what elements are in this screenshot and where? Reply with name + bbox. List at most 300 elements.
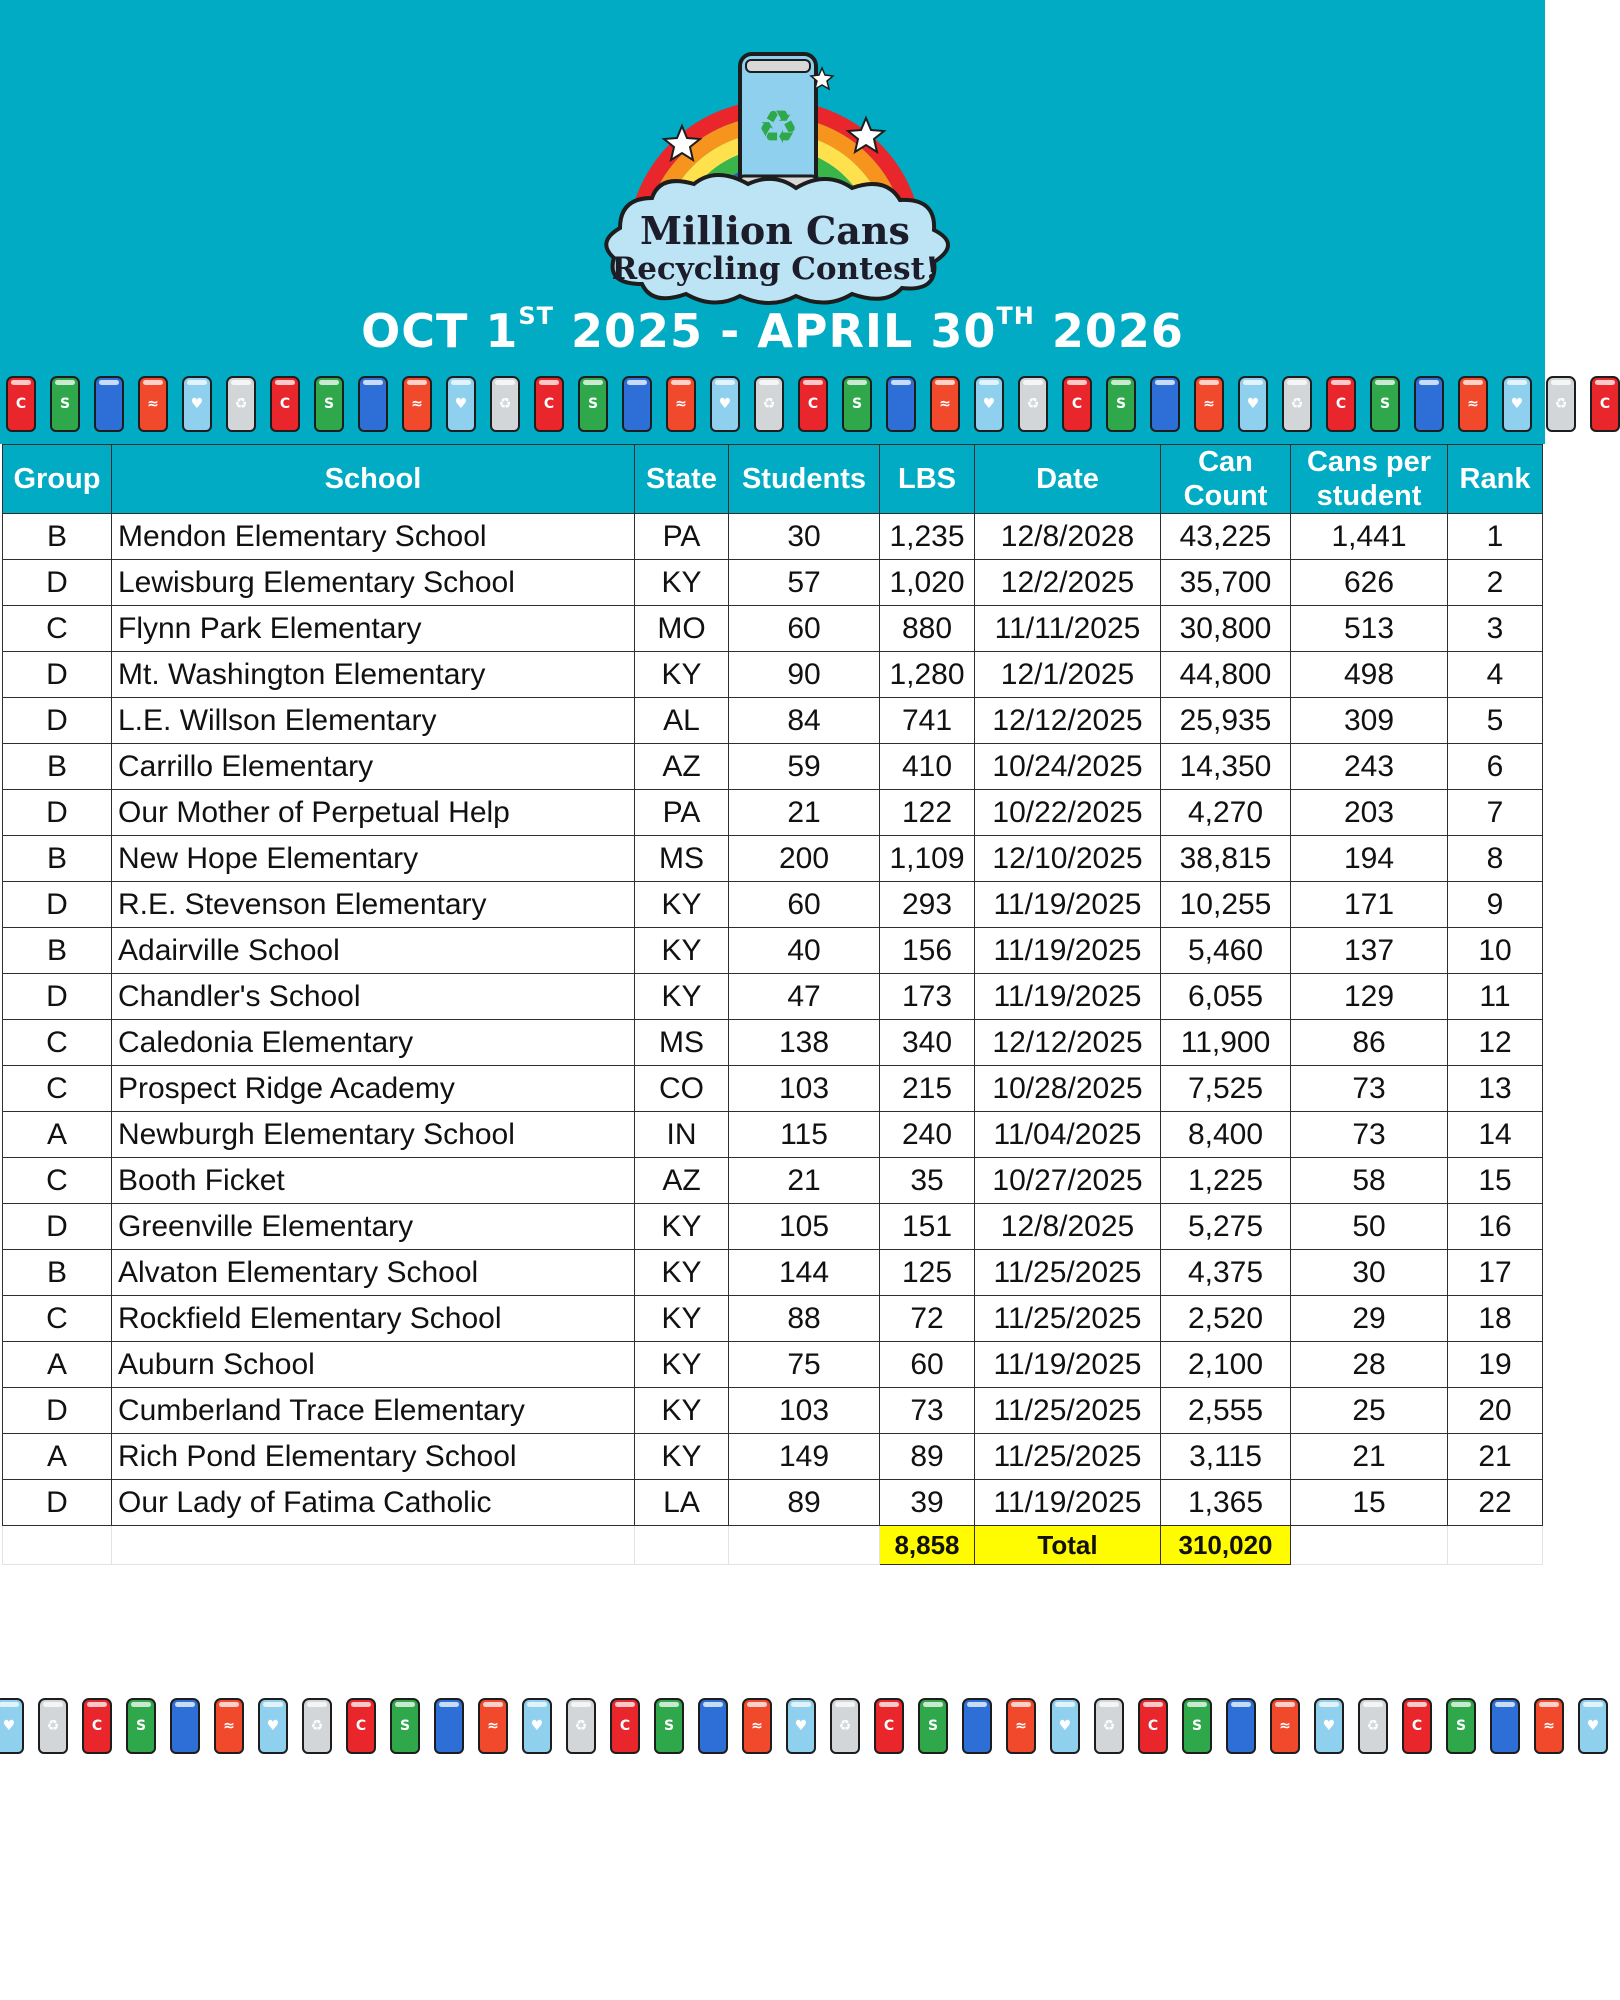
- totals-blank: [112, 1526, 635, 1565]
- total-label: Total: [975, 1526, 1161, 1565]
- header-cans-per-student: [1291, 445, 1448, 514]
- cell-rank: 21: [1448, 1434, 1543, 1480]
- cell-can-count: 10,255: [1161, 882, 1291, 928]
- cell-date: 12/2/2025: [975, 560, 1161, 606]
- cell-can-count: 38,815: [1161, 836, 1291, 882]
- cell-lbs: 173: [880, 974, 975, 1020]
- end-year: 2026: [1034, 304, 1184, 358]
- cell-can-count: 6,055: [1161, 974, 1291, 1020]
- cell-students: 47: [729, 974, 880, 1020]
- cell-state: KY: [635, 1296, 729, 1342]
- table-row: [3, 882, 1543, 928]
- heart-can-icon: ♥: [1050, 1698, 1080, 1754]
- cell-students: 40: [729, 928, 880, 974]
- heart-can-icon: ♥: [1238, 376, 1268, 432]
- cola-can-icon: C: [346, 1698, 376, 1754]
- cell-group: A: [3, 1112, 112, 1158]
- wave-can-icon: ≈: [1270, 1698, 1300, 1754]
- totals-blank: [1448, 1526, 1543, 1565]
- cell-can-count: 4,375: [1161, 1250, 1291, 1296]
- cell-state: KY: [635, 928, 729, 974]
- cell-students: 57: [729, 560, 880, 606]
- recycle-can-icon: ♻: [38, 1698, 68, 1754]
- table-body: [3, 514, 1543, 1526]
- header-can-count-line1: Can: [1198, 446, 1253, 478]
- cell-students: 21: [729, 790, 880, 836]
- cell-date: 10/22/2025: [975, 790, 1161, 836]
- cell-can-count: 2,100: [1161, 1342, 1291, 1388]
- cell-group: D: [3, 790, 112, 836]
- cell-state: KY: [635, 882, 729, 928]
- cell-lbs: 1,235: [880, 514, 975, 560]
- header-can-count-line2: Count: [1183, 480, 1268, 512]
- table-row: [3, 1066, 1543, 1112]
- cell-lbs: 89: [880, 1434, 975, 1480]
- table-row: [3, 1480, 1543, 1526]
- wave-can-icon: ≈: [930, 376, 960, 432]
- table-row: [3, 974, 1543, 1020]
- soda-can-icon: S: [126, 1698, 156, 1754]
- table-row: [3, 1342, 1543, 1388]
- cell-school: Adairville School: [112, 928, 635, 974]
- cell-state: KY: [635, 560, 729, 606]
- cell-lbs: 60: [880, 1342, 975, 1388]
- cell-group: D: [3, 882, 112, 928]
- cell-date: 11/19/2025: [975, 1480, 1161, 1526]
- cell-school: L.E. Willson Elementary: [112, 698, 635, 744]
- cell-state: KY: [635, 1250, 729, 1296]
- cell-students: 59: [729, 744, 880, 790]
- cell-cans-per-student: 50: [1291, 1204, 1448, 1250]
- cola-can-icon: C: [82, 1698, 112, 1754]
- cell-lbs: 1,109: [880, 836, 975, 882]
- table-row: [3, 1112, 1543, 1158]
- cell-state: PA: [635, 790, 729, 836]
- cell-date: 11/25/2025: [975, 1434, 1161, 1480]
- cell-lbs: 410: [880, 744, 975, 790]
- cell-lbs: 151: [880, 1204, 975, 1250]
- cell-state: LA: [635, 1480, 729, 1526]
- blue-can-icon: [434, 1698, 464, 1754]
- wave-can-icon: ≈: [214, 1698, 244, 1754]
- heart-can-icon: ♥: [974, 376, 1004, 432]
- cell-cans-per-student: 129: [1291, 974, 1448, 1020]
- cell-rank: 10: [1448, 928, 1543, 974]
- cell-cans-per-student: 73: [1291, 1066, 1448, 1112]
- cell-students: 84: [729, 698, 880, 744]
- wave-can-icon: ≈: [742, 1698, 772, 1754]
- cell-can-count: 35,700: [1161, 560, 1291, 606]
- blue-can-icon: [1490, 1698, 1520, 1754]
- soda-can-icon: S: [1446, 1698, 1476, 1754]
- cell-can-count: 11,900: [1161, 1020, 1291, 1066]
- soda-can-icon: S: [314, 376, 344, 432]
- cell-state: MO: [635, 606, 729, 652]
- cell-group: D: [3, 1480, 112, 1526]
- soda-can-icon: S: [918, 1698, 948, 1754]
- cell-students: 60: [729, 606, 880, 652]
- cell-can-count: 1,365: [1161, 1480, 1291, 1526]
- soda-can-icon: S: [390, 1698, 420, 1754]
- cell-lbs: 741: [880, 698, 975, 744]
- start-date-suffix: ST: [518, 302, 555, 330]
- heart-can-icon: ♥: [182, 376, 212, 432]
- cell-cans-per-student: 498: [1291, 652, 1448, 698]
- header-group: Group: [3, 445, 112, 514]
- soda-can-icon: S: [1106, 376, 1136, 432]
- cell-group: C: [3, 1296, 112, 1342]
- cell-cans-per-student: 137: [1291, 928, 1448, 974]
- cell-rank: 19: [1448, 1342, 1543, 1388]
- cell-rank: 18: [1448, 1296, 1543, 1342]
- totals-blank: [1291, 1526, 1448, 1565]
- cell-school: Newburgh Elementary School: [112, 1112, 635, 1158]
- cell-cans-per-student: 29: [1291, 1296, 1448, 1342]
- cola-can-icon: C: [1062, 376, 1092, 432]
- totals-row: [3, 1526, 1543, 1565]
- cell-rank: 17: [1448, 1250, 1543, 1296]
- heart-can-icon: ♥: [1314, 1698, 1344, 1754]
- table-row: [3, 836, 1543, 882]
- heart-can-icon: ♥: [0, 1698, 24, 1754]
- total-can-count: 310,020: [1161, 1526, 1291, 1565]
- recycle-can-icon: ♻: [490, 376, 520, 432]
- cell-rank: 9: [1448, 882, 1543, 928]
- cell-students: 75: [729, 1342, 880, 1388]
- cell-lbs: 72: [880, 1296, 975, 1342]
- cell-date: 12/8/2028: [975, 514, 1161, 560]
- cell-rank: 14: [1448, 1112, 1543, 1158]
- totals-blank: [729, 1526, 880, 1565]
- cell-lbs: 215: [880, 1066, 975, 1112]
- cell-cans-per-student: 309: [1291, 698, 1448, 744]
- cell-can-count: 2,555: [1161, 1388, 1291, 1434]
- cell-can-count: 14,350: [1161, 744, 1291, 790]
- recycle-can-icon: ♻: [566, 1698, 596, 1754]
- blue-can-icon: [698, 1698, 728, 1754]
- cell-group: A: [3, 1434, 112, 1480]
- soda-can-icon: S: [654, 1698, 684, 1754]
- cell-date: 11/19/2025: [975, 928, 1161, 974]
- cell-date: 11/19/2025: [975, 882, 1161, 928]
- cell-students: 90: [729, 652, 880, 698]
- cell-cans-per-student: 1,441: [1291, 514, 1448, 560]
- cell-lbs: 125: [880, 1250, 975, 1296]
- cell-state: KY: [635, 652, 729, 698]
- cell-school: Carrillo Elementary: [112, 744, 635, 790]
- cola-can-icon: C: [270, 376, 300, 432]
- logo-title-line1: Million Cans: [640, 208, 910, 253]
- blue-can-icon: [1414, 376, 1444, 432]
- cell-cans-per-student: 21: [1291, 1434, 1448, 1480]
- cell-rank: 3: [1448, 606, 1543, 652]
- table-row: [3, 1250, 1543, 1296]
- cell-school: Mendon Elementary School: [112, 514, 635, 560]
- cell-can-count: 25,935: [1161, 698, 1291, 744]
- cell-school: Our Lady of Fatima Catholic: [112, 1480, 635, 1526]
- header-can-count: [1161, 445, 1291, 514]
- cell-cans-per-student: 30: [1291, 1250, 1448, 1296]
- cell-rank: 1: [1448, 514, 1543, 560]
- blue-can-icon: [622, 376, 652, 432]
- cell-state: KY: [635, 1388, 729, 1434]
- cell-students: 200: [729, 836, 880, 882]
- cell-school: Flynn Park Elementary: [112, 606, 635, 652]
- cell-school: Rockfield Elementary School: [112, 1296, 635, 1342]
- cell-date: 11/25/2025: [975, 1388, 1161, 1434]
- cell-can-count: 1,225: [1161, 1158, 1291, 1204]
- cell-lbs: 39: [880, 1480, 975, 1526]
- header-rank: Rank: [1448, 445, 1543, 514]
- contest-dates: [0, 304, 1545, 358]
- wave-can-icon: ≈: [1534, 1698, 1564, 1754]
- cell-can-count: 5,275: [1161, 1204, 1291, 1250]
- cell-lbs: 1,020: [880, 560, 975, 606]
- cell-rank: 11: [1448, 974, 1543, 1020]
- end-date-suffix: TH: [996, 302, 1035, 330]
- cell-can-count: 44,800: [1161, 652, 1291, 698]
- cell-can-count: 4,270: [1161, 790, 1291, 836]
- cola-can-icon: C: [610, 1698, 640, 1754]
- cell-lbs: 122: [880, 790, 975, 836]
- can-border-top: [0, 372, 1611, 436]
- heart-can-icon: ♥: [522, 1698, 552, 1754]
- cell-rank: 6: [1448, 744, 1543, 790]
- cell-cans-per-student: 28: [1291, 1342, 1448, 1388]
- table-row: [3, 652, 1543, 698]
- table-row: [3, 744, 1543, 790]
- cell-school: Our Mother of Perpetual Help: [112, 790, 635, 836]
- wave-can-icon: ≈: [138, 376, 168, 432]
- can-border-bottom: [0, 1694, 1600, 1758]
- recycle-can-icon: ♻: [1018, 376, 1048, 432]
- cell-date: 12/12/2025: [975, 698, 1161, 744]
- cell-school: Mt. Washington Elementary: [112, 652, 635, 698]
- cell-rank: 20: [1448, 1388, 1543, 1434]
- cell-school: Auburn School: [112, 1342, 635, 1388]
- cell-students: 115: [729, 1112, 880, 1158]
- cell-cans-per-student: 203: [1291, 790, 1448, 836]
- cola-can-icon: C: [6, 376, 36, 432]
- cell-school: New Hope Elementary: [112, 836, 635, 882]
- table-row: [3, 698, 1543, 744]
- table-row: [3, 514, 1543, 560]
- cell-group: B: [3, 744, 112, 790]
- cell-date: 12/10/2025: [975, 836, 1161, 882]
- recycle-can-icon: ♻: [1358, 1698, 1388, 1754]
- wave-can-icon: ≈: [1458, 376, 1488, 432]
- table-row: [3, 1158, 1543, 1204]
- cell-school: Booth Ficket: [112, 1158, 635, 1204]
- cell-students: 30: [729, 514, 880, 560]
- cell-students: 103: [729, 1066, 880, 1112]
- cell-school: R.E. Stevenson Elementary: [112, 882, 635, 928]
- cell-lbs: 1,280: [880, 652, 975, 698]
- cell-school: Cumberland Trace Elementary: [112, 1388, 635, 1434]
- cell-rank: 22: [1448, 1480, 1543, 1526]
- cell-group: B: [3, 836, 112, 882]
- recycle-can-icon: ♻: [1282, 376, 1312, 432]
- heart-can-icon: ♥: [258, 1698, 288, 1754]
- cell-lbs: 35: [880, 1158, 975, 1204]
- cell-cans-per-student: 243: [1291, 744, 1448, 790]
- blue-can-icon: [170, 1698, 200, 1754]
- cell-cans-per-student: 171: [1291, 882, 1448, 928]
- logo-title-line2: Recycling Contest!: [611, 251, 939, 287]
- wave-can-icon: ≈: [1006, 1698, 1036, 1754]
- cell-can-count: 5,460: [1161, 928, 1291, 974]
- cell-students: 105: [729, 1204, 880, 1250]
- cell-group: D: [3, 560, 112, 606]
- cell-group: C: [3, 1066, 112, 1112]
- recycle-can-icon: ♻: [302, 1698, 332, 1754]
- cell-rank: 15: [1448, 1158, 1543, 1204]
- end-date: APRIL 30: [757, 304, 997, 358]
- wave-can-icon: ≈: [1194, 376, 1224, 432]
- start-year: 2025 -: [554, 304, 758, 358]
- cell-cans-per-student: 15: [1291, 1480, 1448, 1526]
- cell-rank: 8: [1448, 836, 1543, 882]
- recycle-can-icon: ♻: [1094, 1698, 1124, 1754]
- cola-can-icon: C: [1402, 1698, 1432, 1754]
- cell-lbs: 293: [880, 882, 975, 928]
- table-row: [3, 1434, 1543, 1480]
- blue-can-icon: [1226, 1698, 1256, 1754]
- cell-state: AL: [635, 698, 729, 744]
- cell-group: A: [3, 1342, 112, 1388]
- start-date: OCT 1: [361, 304, 519, 358]
- table-header-row: [3, 445, 1543, 514]
- header-cans-per-student-line2: student: [1316, 480, 1422, 512]
- blue-can-icon: [1150, 376, 1180, 432]
- cell-date: 11/04/2025: [975, 1112, 1161, 1158]
- recycle-icon: ♻: [757, 101, 799, 153]
- cell-cans-per-student: 86: [1291, 1020, 1448, 1066]
- cell-group: B: [3, 928, 112, 974]
- cell-date: 10/24/2025: [975, 744, 1161, 790]
- cell-state: KY: [635, 1434, 729, 1480]
- cell-group: D: [3, 974, 112, 1020]
- cell-school: Rich Pond Elementary School: [112, 1434, 635, 1480]
- cell-can-count: 8,400: [1161, 1112, 1291, 1158]
- cell-can-count: 2,520: [1161, 1296, 1291, 1342]
- cell-rank: 4: [1448, 652, 1543, 698]
- cell-date: 12/8/2025: [975, 1204, 1161, 1250]
- cell-school: Chandler's School: [112, 974, 635, 1020]
- cell-date: 11/19/2025: [975, 974, 1161, 1020]
- cell-rank: 2: [1448, 560, 1543, 606]
- cell-school: Caledonia Elementary: [112, 1020, 635, 1066]
- totals-blank: [3, 1526, 112, 1565]
- wave-can-icon: ≈: [666, 376, 696, 432]
- cell-date: 11/11/2025: [975, 606, 1161, 652]
- cell-school: Greenville Elementary: [112, 1204, 635, 1250]
- heart-can-icon: ♥: [710, 376, 740, 432]
- table-row: [3, 606, 1543, 652]
- table-row: [3, 560, 1543, 606]
- cell-school: Prospect Ridge Academy: [112, 1066, 635, 1112]
- cell-state: MS: [635, 1020, 729, 1066]
- cell-group: C: [3, 1020, 112, 1066]
- cell-rank: 16: [1448, 1204, 1543, 1250]
- cell-students: 89: [729, 1480, 880, 1526]
- blue-can-icon: [886, 376, 916, 432]
- cola-can-icon: C: [1326, 376, 1356, 432]
- cell-state: AZ: [635, 744, 729, 790]
- cola-can-icon: C: [1138, 1698, 1168, 1754]
- cell-lbs: 156: [880, 928, 975, 974]
- cell-lbs: 340: [880, 1020, 975, 1066]
- header-state: State: [635, 445, 729, 514]
- cell-can-count: 43,225: [1161, 514, 1291, 560]
- cell-school: Lewisburg Elementary School: [112, 560, 635, 606]
- cell-date: 11/25/2025: [975, 1250, 1161, 1296]
- cell-cans-per-student: 626: [1291, 560, 1448, 606]
- cell-date: 12/1/2025: [975, 652, 1161, 698]
- cell-group: D: [3, 698, 112, 744]
- cell-date: 10/28/2025: [975, 1066, 1161, 1112]
- cell-state: IN: [635, 1112, 729, 1158]
- blue-can-icon: [358, 376, 388, 432]
- table-row: [3, 1020, 1543, 1066]
- cell-rank: 12: [1448, 1020, 1543, 1066]
- heart-can-icon: ♥: [446, 376, 476, 432]
- cell-students: 21: [729, 1158, 880, 1204]
- blue-can-icon: [94, 376, 124, 432]
- cola-can-icon: C: [1590, 376, 1620, 432]
- recycle-can-icon: ♻: [226, 376, 256, 432]
- cell-group: B: [3, 1250, 112, 1296]
- table-row: [3, 1296, 1543, 1342]
- table-row: [3, 1388, 1543, 1434]
- cell-can-count: 3,115: [1161, 1434, 1291, 1480]
- leaderboard-table: [2, 444, 1543, 1565]
- cola-can-icon: C: [798, 376, 828, 432]
- soda-can-icon: S: [50, 376, 80, 432]
- heart-can-icon: ♥: [786, 1698, 816, 1754]
- totals-blank: [635, 1526, 729, 1565]
- cell-cans-per-student: 194: [1291, 836, 1448, 882]
- header-cans-per-student-line1: Cans per: [1306, 446, 1432, 478]
- cell-cans-per-student: 513: [1291, 606, 1448, 652]
- cell-rank: 13: [1448, 1066, 1543, 1112]
- cell-date: 10/27/2025: [975, 1158, 1161, 1204]
- cell-date: 12/12/2025: [975, 1020, 1161, 1066]
- cell-state: CO: [635, 1066, 729, 1112]
- cell-students: 88: [729, 1296, 880, 1342]
- cell-students: 144: [729, 1250, 880, 1296]
- cell-state: PA: [635, 514, 729, 560]
- cell-date: 11/19/2025: [975, 1342, 1161, 1388]
- cell-rank: 5: [1448, 698, 1543, 744]
- header-school: School: [112, 445, 635, 514]
- soda-can-icon: S: [578, 376, 608, 432]
- soda-can-icon: S: [842, 376, 872, 432]
- cell-students: 138: [729, 1020, 880, 1066]
- cell-group: D: [3, 1388, 112, 1434]
- cell-cans-per-student: 73: [1291, 1112, 1448, 1158]
- cell-students: 149: [729, 1434, 880, 1480]
- wave-can-icon: ≈: [402, 376, 432, 432]
- blue-can-icon: [962, 1698, 992, 1754]
- wave-can-icon: ≈: [478, 1698, 508, 1754]
- cell-group: D: [3, 1204, 112, 1250]
- cell-state: KY: [635, 1342, 729, 1388]
- cell-cans-per-student: 58: [1291, 1158, 1448, 1204]
- header-lbs: LBS: [880, 445, 975, 514]
- table-row: [3, 928, 1543, 974]
- cell-students: 60: [729, 882, 880, 928]
